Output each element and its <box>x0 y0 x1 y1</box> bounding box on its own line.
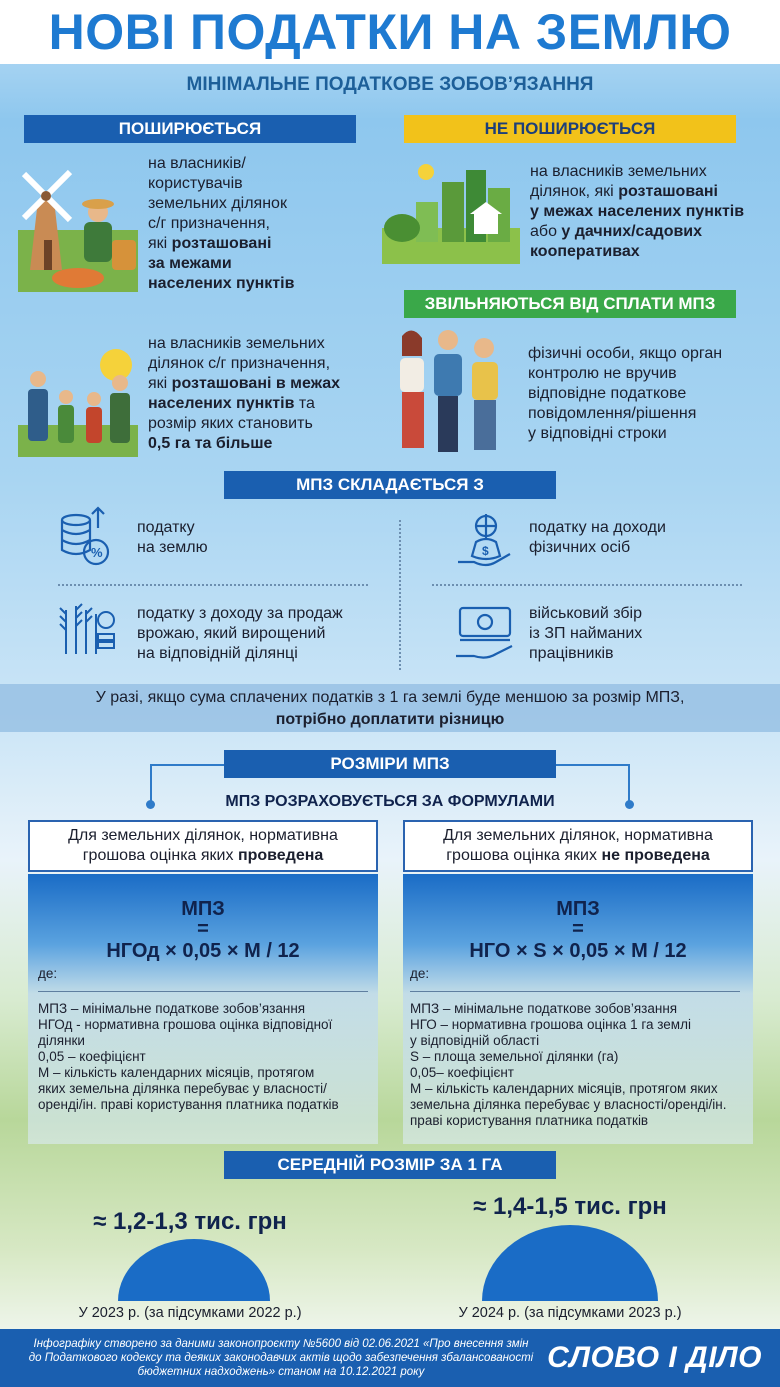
composition-income-tax: податку на доходи фізичних осіб <box>529 519 666 556</box>
divider-vertical <box>399 520 401 670</box>
formula-right-area: МПЗ = НГО × S × 0,05 × М / 12 де: МПЗ – мінімальне податкове зобов’язання НГО – нормативна грошова оцінка 1 га землі у відповідній області S – площа земельної ділянки (га) 0,05– коефіцієнт М – кількість календарних місяців, протягом яких земельна ділянка перебуває у власності/оренді/ін. праві користування платника податків <box>403 874 753 1144</box>
dome-2024 <box>482 1220 658 1301</box>
formula-left-area: МПЗ = НГОд × 0,05 × М / 12 де: МПЗ – мінімальне податкове зобов’язання НГОд - нормативна грошова оцінка відповідної ділянки 0,05 – коефіцієнт М – кількість календарних місяців, протягом яких земельна ділянка перебуває у власності/ оренді/ін. праві користування платника податків <box>28 874 378 1144</box>
windmill-farmer-illustration <box>18 160 138 292</box>
composition-harvest-tax: податку з доходу за продаж врожаю, який вирощений на відповідній ділянці <box>137 605 343 662</box>
exempt-tag: ЗВІЛЬНЯЮТЬСЯ ВІД СПЛАТИ МПЗ <box>404 290 736 318</box>
value-2023: ≈ 1,2-1,3 тис. грн <box>93 1208 287 1235</box>
wheat-coin-icon <box>56 600 118 656</box>
formula-left-condition: Для земельних ділянок, нормативна грошова оцінка яких проведена <box>28 820 378 872</box>
dome-2023 <box>118 1235 270 1301</box>
formula-heading: МПЗ РОЗРАХОВУЄТЬСЯ ЗА ФОРМУЛАМИ <box>225 793 555 810</box>
title-bar <box>0 0 780 64</box>
city-illustration <box>382 158 520 264</box>
formula-right-condition: Для земельних ділянок, нормативна грошова оцінка яких не проведена <box>403 820 753 872</box>
year-2023: У 2023 р. (за підсумками 2022 р.) <box>78 1305 302 1321</box>
formula-right: НГО × S × 0,05 × М / 12 <box>469 940 687 962</box>
footer-source: Інфографіку створено за даними законопроєкту №5600 від 02.06.2021 «Про внесення змін до Податкового кодексу та деяких законодавчих актів щодо забезпечення збалансованості бюджетних надходжень» станом на 10.12.2021 року <box>28 1338 534 1378</box>
composition-military-levy: військовий збір із ЗП найманих працівників <box>529 605 643 662</box>
logo: СЛОВО І ДІЛО <box>547 1341 762 1374</box>
page-title: НОВІ ПОДАТКИ НА ЗЕМЛЮ <box>48 4 732 60</box>
footer <box>0 1329 780 1387</box>
applies-item-1: на власників/ користувачів земельних ділянок с/г призначення, які розташовані за межами населених пунктів <box>148 155 295 292</box>
not-applies-tag: НЕ ПОШИРЮЄТЬСЯ <box>404 115 736 143</box>
exempt-text: фізичні особи, якщо орган контролю не вручив відповідне податкове повідомлення/рішення у відповідні строки <box>528 345 723 442</box>
difference-note: У разі, якщо сума сплачених податків з 1 га землі буде меншою за розмір МПЗ, потрібно доплатити різницю <box>0 684 780 732</box>
svg-text:%: % <box>91 545 103 560</box>
formula-right-legend: МПЗ – мінімальне податкове зобов’язання НГО – нормативна грошова оцінка 1 га землі у відповідній області S – площа земельної ділянки (га) 0,05– коефіцієнт М – кількість календарних місяців, протягом яких земельна ділянка перебуває у власності/оренді/ін. праві користування платника податків <box>410 1001 727 1128</box>
subtitle: МІНІМАЛЬНЕ ПОДАТКОВЕ ЗОБОВ’ЯЗАННЯ <box>186 74 594 95</box>
coins-percent-icon <box>58 506 114 568</box>
composition-tag: МПЗ СКЛАДАЄТЬСЯ З <box>224 471 556 499</box>
divider-left <box>58 584 368 586</box>
value-2024: ≈ 1,4-1,5 тис. грн <box>473 1193 667 1220</box>
average-tag: СЕРЕДНІЙ РОЗМІР ЗА 1 ГА <box>224 1151 556 1179</box>
people-illustration <box>388 326 508 456</box>
money-hand-icon <box>456 512 514 572</box>
not-applies-text: на власників земельних ділянок, які розташовані у межах населених пунктів або у дачних/садових кооперативах <box>530 163 745 260</box>
formula-left-legend: МПЗ – мінімальне податкове зобов’язання НГОд - нормативна грошова оцінка відповідної ділянки 0,05 – коефіцієнт М – кількість календарних місяців, протягом яких земельна ділянка перебуває у власності/ оренді/ін. праві користування платника податків <box>38 1001 339 1112</box>
year-2024: У 2024 р. (за підсумками 2023 р.) <box>458 1305 682 1321</box>
banknote-hand-icon <box>454 604 516 660</box>
applies-tag: ПОШИРЮЄТЬСЯ <box>24 115 356 143</box>
divider-right <box>432 584 742 586</box>
farmers-family-illustration <box>18 345 138 457</box>
applies-item-2: на власників земельних ділянок с/г призначення, які розташовані в межах населених пунктів та розмір яких становить 0,5 га та більше <box>148 335 341 452</box>
composition-land-tax: податку на землю <box>137 519 208 556</box>
sizes-tag: РОЗМІРИ МПЗ <box>224 750 556 778</box>
formula-left: НГОд × 0,05 × М / 12 <box>106 940 300 962</box>
svg-text:$: $ <box>482 544 489 558</box>
